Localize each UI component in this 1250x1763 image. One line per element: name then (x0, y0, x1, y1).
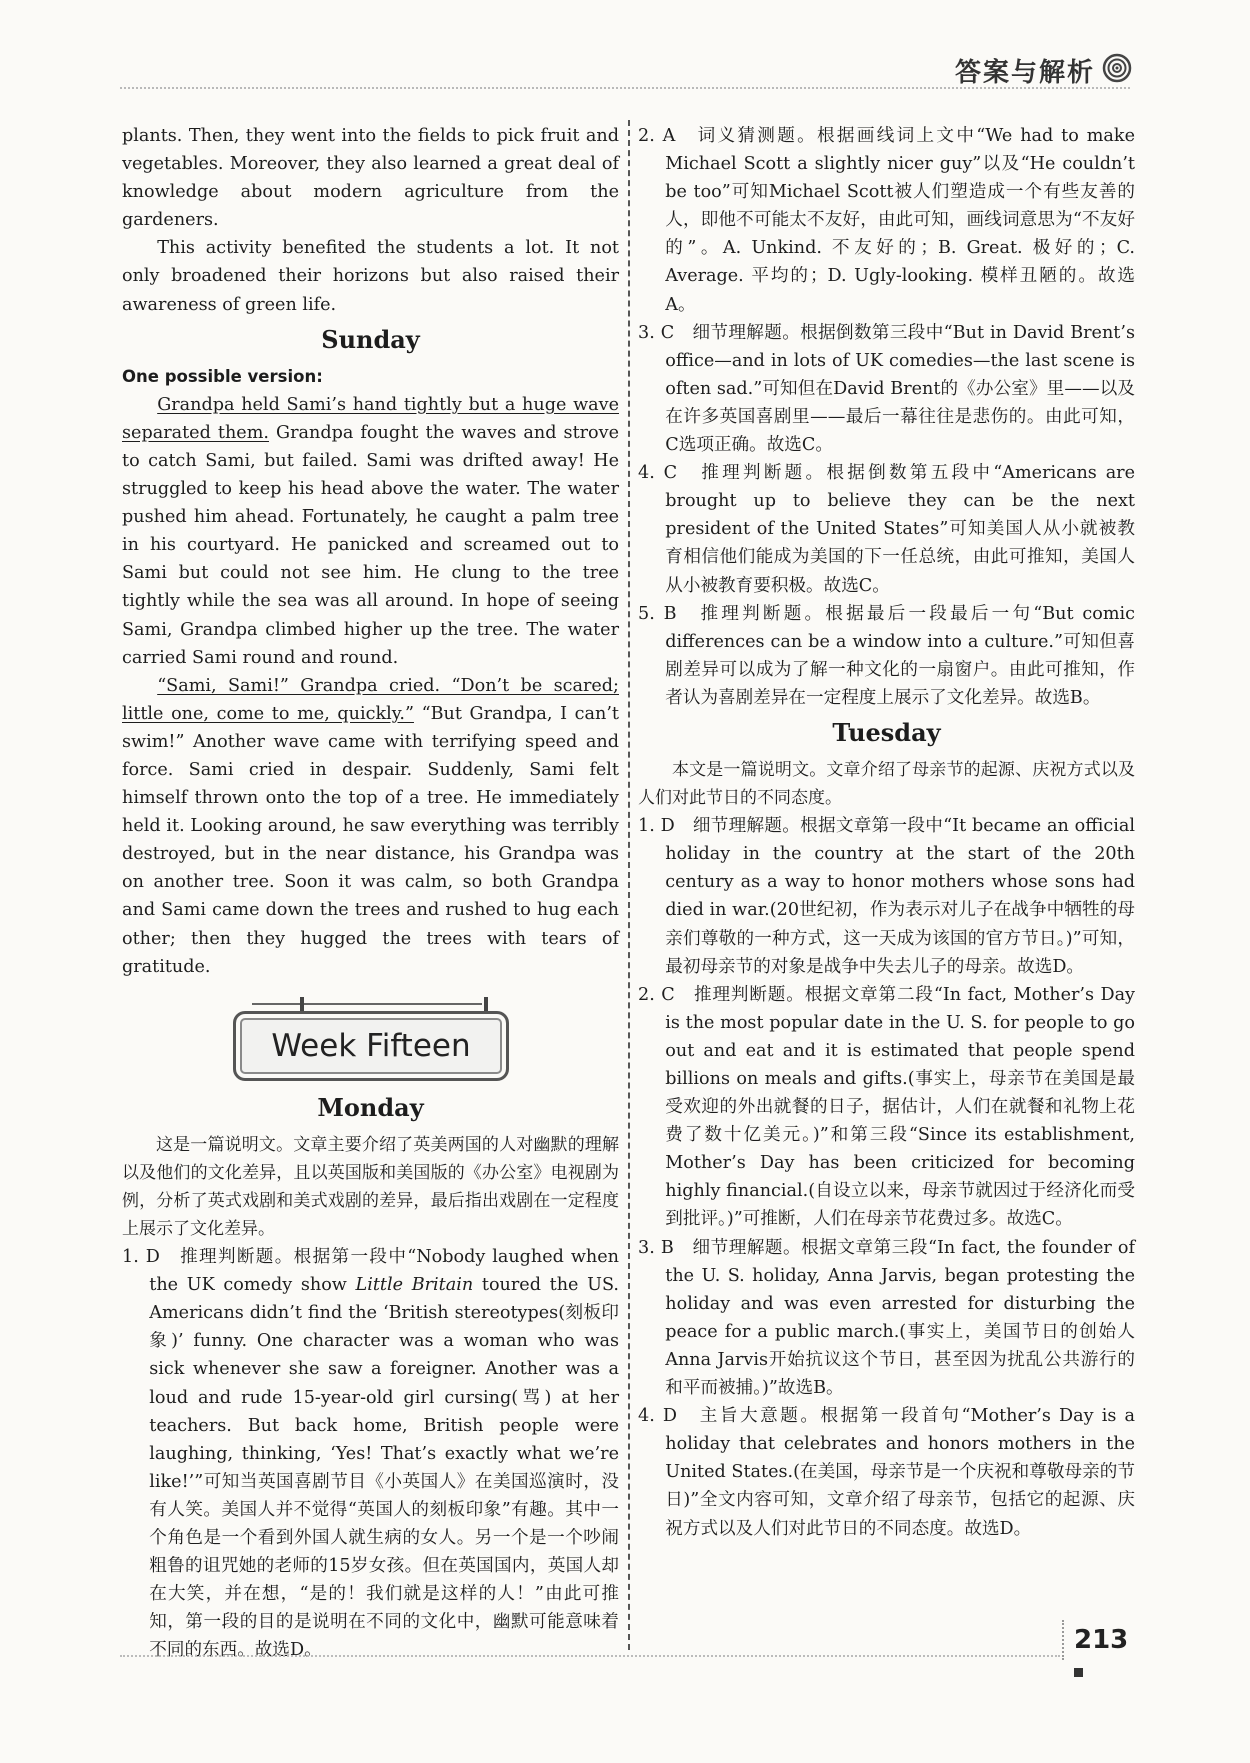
underlined-sentence: “Sami, Sami!” Grandpa cried. “Don’t be scared; little one, come to me, quickly.” (122, 675, 619, 724)
story-paragraph-1 (122, 391, 619, 672)
version-label (122, 363, 619, 391)
answer-item (122, 1243, 619, 1664)
week-title: Week Fifteen (233, 1011, 509, 1081)
banner-bar (252, 1003, 482, 1005)
paragraph: plants. Then, they went into the fields to pick fruit and vegetables. Moreover, they also learned a great deal of knowledge about modern agriculture from the gardeners. (122, 126, 619, 231)
answer-item: 1. D 细节理解题。根据文章第一段中“It became an official holiday in the country at the start of the 20th century as a way to honor mothers whose sons had died in war.(20世纪初，作为表示对儿子在战争中牺牲的母亲们尊敬的一种方式，这一天成为该国的官方节日。)”可知，最初母亲节的对象是战争中失去儿子的母亲。故选D。 (638, 816, 1135, 977)
answer-item: 4. D 主旨大意题。根据第一段首句“Mother’s Day is a holiday that celebrates and honors mothers in the United States.(在美国，母亲节是一个庆祝和尊敬母亲的节日)”全文内容可知，文章介绍了母亲节，包括它的起源、庆祝方式以及人们对此节日的不同态度。故选D。 (638, 1406, 1135, 1539)
answer-text: toured the US. Americans didn’t find the ‘British stereotypes(刻板印象)’ funny. One character was a woman who was sick whenever she saw a foreigner. Another was a loud and rude 15-year-old girl cursing(骂) at her teachers. But back home, British people were laughing, thinking, ‘Yes! That’s exactly what we’re like!’”可知当英国喜剧节目《小英国人》在美国巡演时，没有人笑。美国人并不觉得“英国人的刻板印象”有趣。其中一个角色是一个看到外国人就生病的女人。另一个是一个吵闹粗鲁的诅咒她的老师的15岁女孩。但在英国国内，英国人却在大笑，并在想，“是的！我们就是这样的人！”由此可推知，第一段的目的是说明在不同的文化中，幽默可能意味着不同的东西。故选D。 (149, 1275, 619, 1661)
answer-item: 3. C 细节理解题。根据倒数第三段中“But in David Brent’s office—and in lots of UK comedies—the last scene is often sad.”可知但在David Brent的《办公室》里——以及在许多英国喜剧里——最后一幕往往是悲伤的。由此可知，C选项正确。故选C。 (638, 322, 1135, 456)
paragraph-text: “But Grandpa, I can’t swim!” Another wave came with terrifying speed and force. Sami cried in despair. Suddenly, Sami felt himself thrown onto the top of a tree. He immediately held it. Looking around, he saw everything was terribly destroyed, but in the near distance, his Grandpa was on another tree. Soon it was calm, so both Grandpa and Sami came down the trees and rushed to hug each other; then they hugged the trees with tears of gratitude. (122, 703, 620, 977)
footer-rule (120, 1655, 1060, 1657)
underlined-sentence: Grandpa held Sami’s hand tightly but a huge wave separated them. (122, 394, 619, 443)
footer-marker (1074, 1668, 1083, 1677)
monday-heading: Monday (317, 1092, 424, 1122)
paragraph-text: Grandpa fought the waves and strove to catch Sami, but failed. Sami was drifted away! He struggled to keep his head above the water. The water pushed him ahead. Fortunately, he caught a palm tree in his courtyard. He panicked and screamed out to Sami but could not see him. He clung to the tree tightly while the sea was all around. In hope of seeing Sami, Grandpa climbed higher up the tree. The water carried Sami round and round. (122, 422, 619, 668)
section-title: 答案与解析 (954, 58, 1095, 88)
show-title: Little Britain (355, 1275, 474, 1296)
week-banner (122, 993, 619, 1085)
answer-item: 2. C 推理判断题。根据文章第二段“In fact, Mother’s Day is the most popular date in the U. S. for people to go out and eat and it is estimated that people spend billions on meals and gifts.(事实上，母亲节在美国是最受欢迎的外出就餐的日子，据估计，人们在就餐和礼物上花费了数十亿美元。)”和第三段“Since its establishment, Mother’s Day has been criticized for becoming highly financial.(自设立以来，母亲节就因过于经济化而受到批评。)”可推断，人们在母亲节花费过多。故选C。 (638, 984, 1135, 1230)
passage-summary: 本文是一篇说明文。文章介绍了母亲节的起源、庆祝方式以及人们对此节日的不同态度。 (638, 759, 1135, 809)
sunday-heading: Sunday (321, 324, 420, 354)
story-paragraph-2 (122, 672, 619, 981)
tuesday-heading: Tuesday (832, 717, 941, 747)
answer-item: 4. C 推理判断题。根据倒数第五段中“Americans are brought up to believe they can be the next president of the United States”可知美国人从小就被教育相信他们能成为美国的下一任总统，由此可推知，美国人从小被教育要积极。故选C。 (638, 463, 1135, 596)
answer-text: 1. D 推理判断题。根据第一段中“Nobody laughed when the UK comedy show (122, 1247, 619, 1296)
target-icon (1102, 53, 1132, 83)
paragraph: This activity benefited the students a lot. It not only broadened their horizons but also raised their awareness of green life. (122, 238, 619, 315)
answer-item: 2. A 词义猜测题。根据画线词上文中“We had to make Michael Scott a slightly nicer guy”以及“He couldn’t be too”可知Michael Scott被人们塑造成一个有些友善的人，即他不可能太不友好，由此可知，画线词意思为“不友好的”。A. Unkind. 不友好的；B. Great. 极好的；C. Average. 平均的；D. Ugly-looking. 模样丑陋的。故选A。 (638, 126, 1135, 315)
page-number: 213 (1074, 1625, 1129, 1655)
left-column (122, 122, 619, 1665)
answer-item: 5. B 推理判断题。根据最后一段最后一句“But comic differences can be a window into a culture.”可知但喜剧差异可以成为了解一种文化的一扇窗户。由此可推知，作者认为喜剧差异在一定程度上展示了文化差异。故选B。 (638, 603, 1135, 708)
footer-separator (1062, 1620, 1064, 1660)
passage-summary: 这是一篇说明文。文章主要介绍了英美两国的人对幽默的理解以及他们的文化差异，且以英国版和美国版的《办公室》电视剧为例，分析了英式戏剧和美式戏剧的差异，最后指出戏剧在一定程度上展示了文化差异。 (122, 1134, 619, 1239)
version-label-text: One possible version: (122, 366, 323, 386)
answer-item: 3. B 细节理解题。根据文章第三段“In fact, the founder of the U. S. holiday, Anna Jarvis, began protesting the holiday and was even arrested for disturbing the peace for a public march.(事实上，美国节日的创始人Anna Jarvis开始抗议这个节日，甚至因为扰乱公共游行的和平而被捕。)”故选B。 (638, 1237, 1135, 1399)
column-divider (628, 120, 630, 1650)
right-column (638, 122, 1135, 1543)
